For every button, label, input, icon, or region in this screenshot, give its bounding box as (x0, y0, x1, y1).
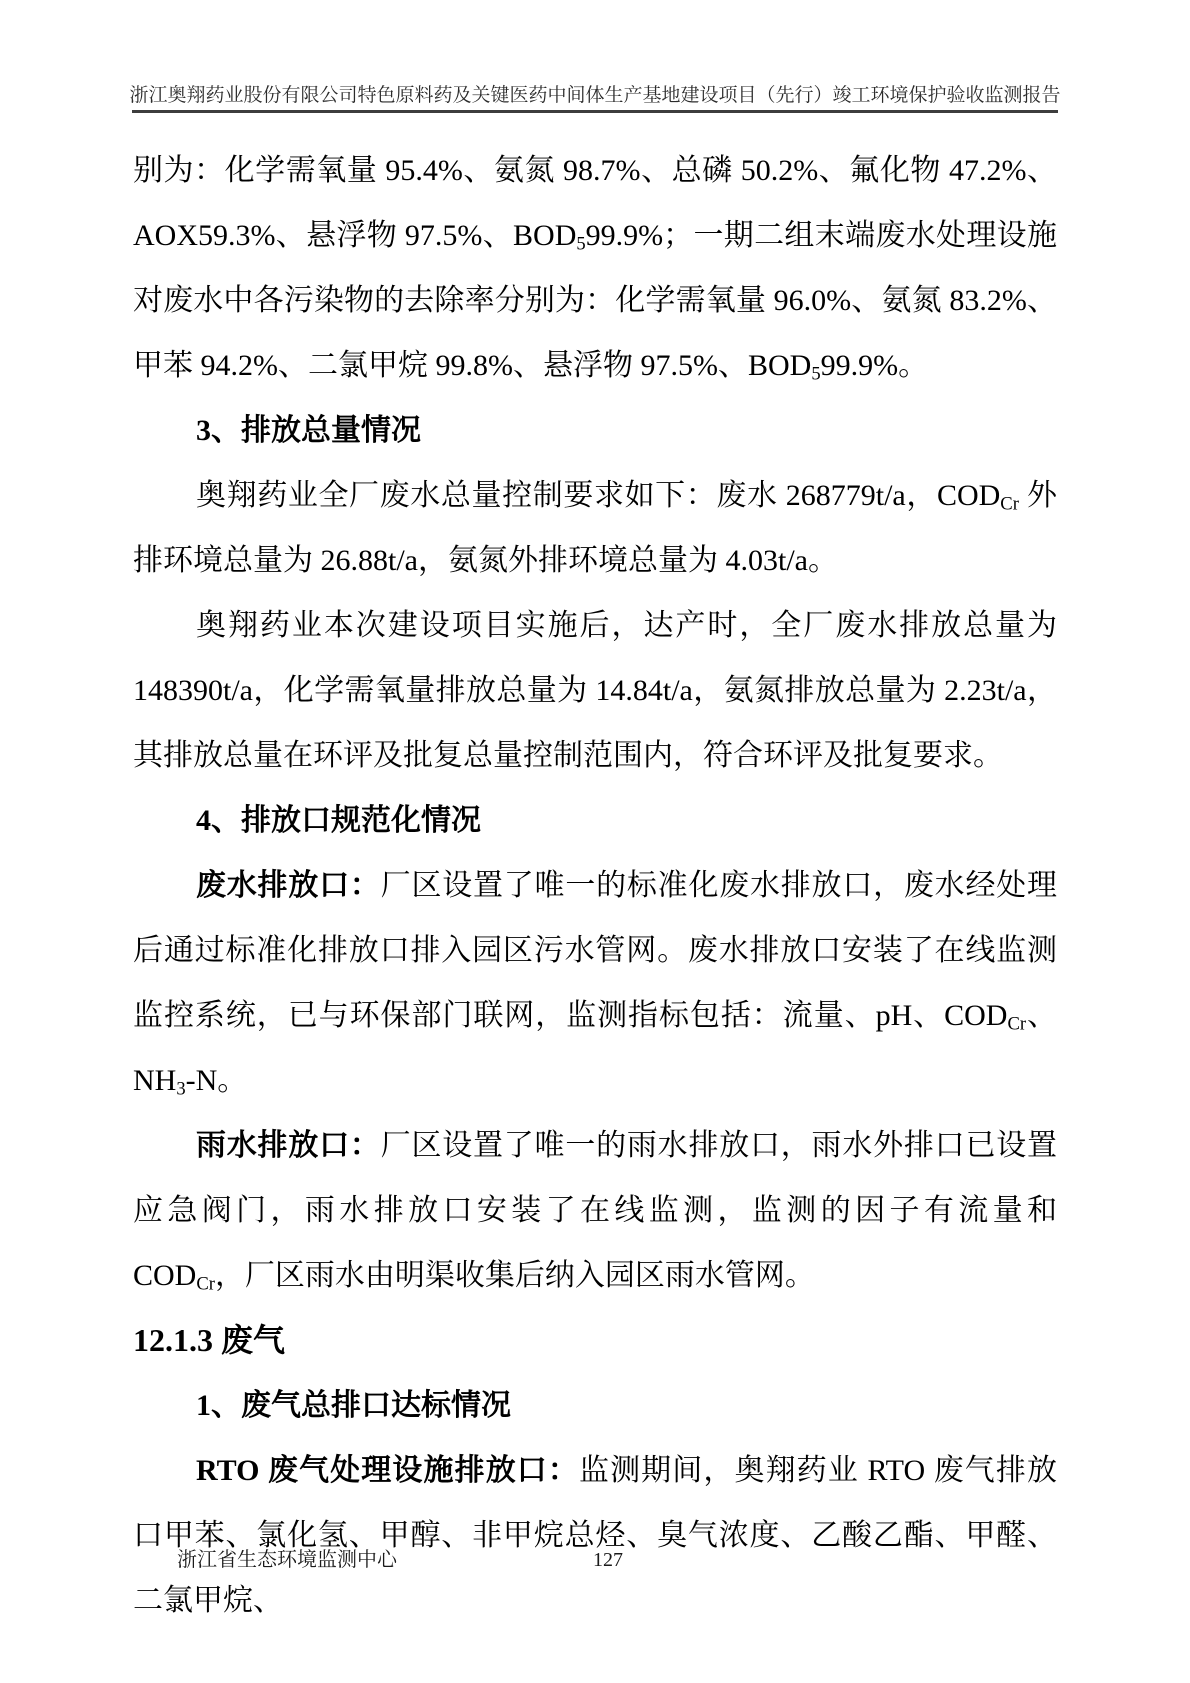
heading-outlet-standardization: 4、排放口规范化情况 (196, 804, 481, 837)
heading-total-discharge: 3、排放总量情况 (196, 414, 421, 447)
heading-waste-gas-outlet: 1、废气总排口达标情况 (196, 1389, 511, 1422)
footer-page-number: 127 (593, 1549, 623, 1571)
page-header (100, 84, 1090, 113)
header-title: 浙江奥翔药业股份有限公司特色原料药及关键医药中间体生产基地建设项目（先行）竣工环境保护验收监测报告 (129, 85, 1061, 106)
document-body (133, 138, 1057, 1633)
paragraph-total-after-construction: 奥翔药业本次建设项目实施后，达产时，全厂废水排放总量为 148390t/a，化学需氧量排放总量为 14.84t/a，氨氮排放总量为 2.23t/a，其排放总量在环评及批复总量控制范围内，符合环评及批复要求。 (133, 609, 1057, 772)
paragraph-removal-rates: 别为：化学需氧量 95.4%、氨氮 98.7%、总磷 50.2%、氟化物 47.2%、AOX59.3%、悬浮物 97.5%、$BOD_599.9\%$；一期二组末端废水处理设施对废水中各污染物的去除率分别为：化学需氧量 96.0%、氨氮 83.2%、甲苯 94.2%、二氯甲烷 99.8%、悬浮物 97.5%、$BOD_599.9\%$。 (133, 154, 1057, 385)
paragraph-wastewater-outlet: 废水排放口：厂区设置了唯一的标准化废水排放口，废水经处理后通过标准化排放口排入园区污水管网。废水排放口安装了在线监测监控系统，已与环保部门联网，监测指标包括：流量、pH、$COD_{Cr}$、$NH_3-N$。 (133, 869, 1058, 1100)
paragraph-rto-outlet: RTO 废气处理设施排放口：监测期间，奥翔药业 RTO 废气排放口甲苯、氯化氢、甲醇、非甲烷总烃、臭气浓度、乙酸乙酯、甲醛、二氯甲烷、 (133, 1454, 1057, 1617)
page-footer (133, 1548, 1057, 1578)
paragraph-rainwater-outlet: 雨水排放口：厂区设置了唯一的雨水排放口，雨水外排口已设置应急阀门，雨水排放口安装了在线监测，监测的因子有流量和 $COD_{Cr}$，厂区雨水由明渠收集后纳入园区雨水管网。 (133, 1129, 1058, 1295)
header-divider (132, 110, 1058, 113)
footer-organization: 浙江省生态环境监测中心 (177, 1549, 397, 1571)
heading-waste-gas-section: 12.1.3 废气 (133, 1322, 286, 1358)
paragraph-total-control: 奥翔药业全厂废水总量控制要求如下：废水 268779t/a，$COD_{Cr}$ 外排环境总量为 26.88t/a，氨氮外排环境总量为 4.03t/a。 (133, 479, 1058, 577)
